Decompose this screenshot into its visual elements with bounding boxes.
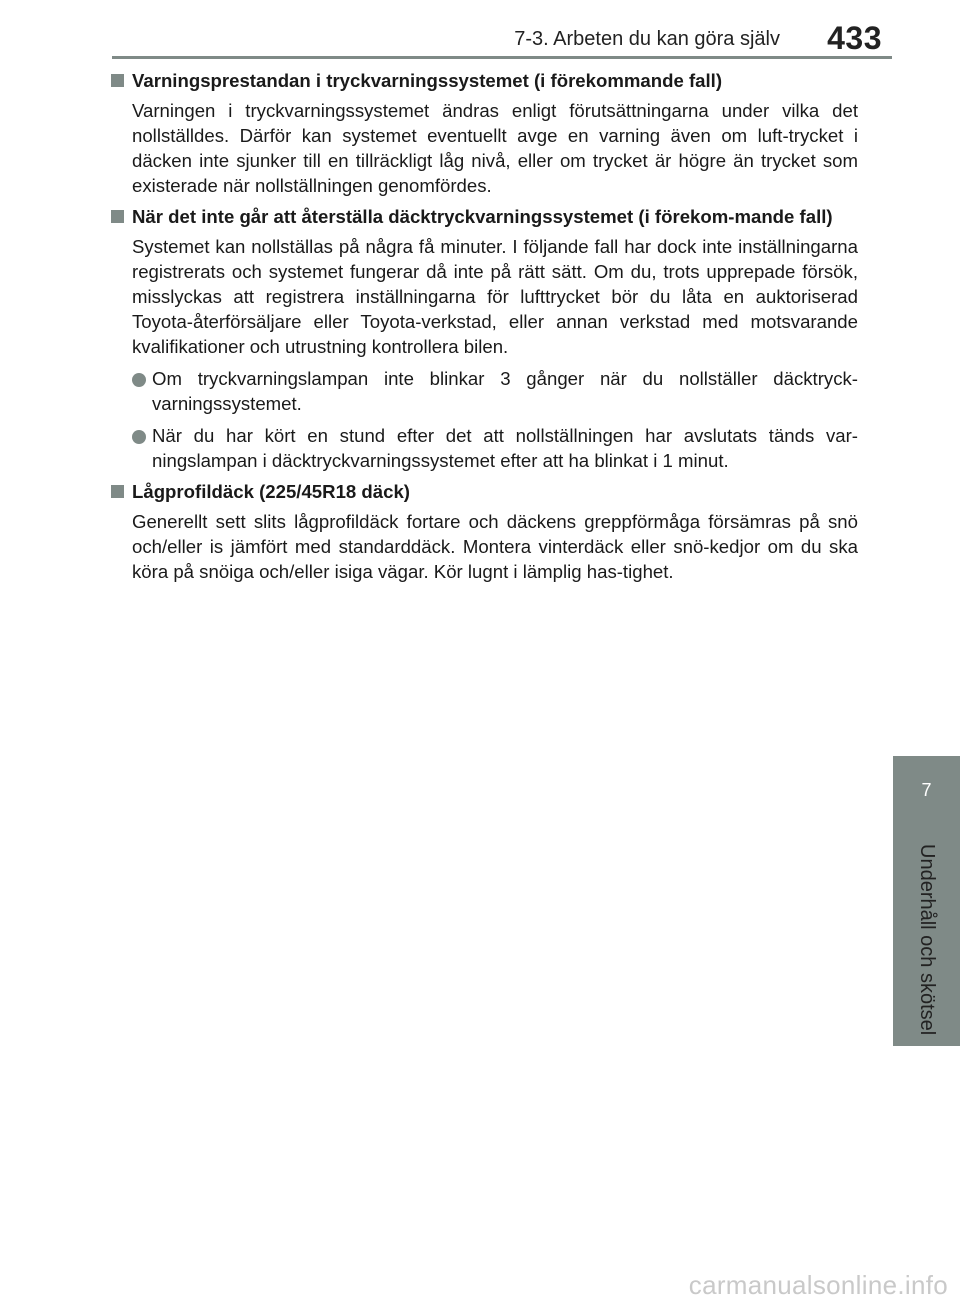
list-item	[132, 366, 858, 416]
section-body: Varningen i tryckvarningssystemet ändras enligt förutsättningarna under vilka det nollställdes. Därför kan systemet eventuellt avge en varning även om luft-trycket i däcken inte sjunker till en tillräckligt låg nivå, eller om trycket är högre än trycket som existerade när nollställningen genomfördes.	[132, 100, 858, 196]
section-title: 7-3. Arbeten du kan göra själv	[514, 28, 780, 50]
section-reset-failure	[108, 204, 858, 473]
section-heading-text: När det inte går att återställa däcktryckvarningssystemet (i förekom-mande fall)	[132, 206, 833, 227]
section-heading	[108, 479, 858, 504]
section-body: Systemet kan nollställas på några få minuter. I följande fall har dock inte inställningarna registrerats och systemet fungerar då inte på rätt sätt. Om du, trots upprepade försök, misslyckas att registrera inställningarna för lufttrycket bör du låta en auktoriserad Toyota-återförsäljare eller Toyota-verkstad, eller annan verkstad med motsvarande kvalifikationer och utrustning kontrollera bilen.	[132, 236, 858, 357]
square-bullet-icon	[111, 210, 124, 223]
section-low-profile-tires	[108, 479, 858, 584]
list-item	[132, 423, 858, 473]
section-body: Generellt sett slits lågprofildäck fortare och däckens greppförmåga försämras på snö och/eller is jämfört med standarddäck. Montera vinterdäck eller snö-kedjor om du ska köra på snöiga och/eller isiga vägar. Kör lugnt i lämplig has-tighet.	[132, 511, 858, 582]
square-bullet-icon	[111, 74, 124, 87]
square-bullet-icon	[111, 485, 124, 498]
chapter-number: 7	[921, 780, 932, 800]
section-heading	[108, 204, 858, 229]
page-header	[0, 0, 960, 60]
circle-bullet-icon	[132, 430, 146, 444]
main-content	[108, 68, 858, 590]
header-divider	[112, 56, 892, 59]
section-heading	[108, 68, 858, 93]
list-item-text: Om tryckvarningslampan inte blinkar 3 gånger när du nollställer däcktryck-varningssystemet.	[152, 368, 858, 414]
section-heading-text: Lågprofildäck (225/45R18 däck)	[132, 481, 410, 502]
circle-bullet-icon	[132, 373, 146, 387]
watermark: carmanualsonline.info	[688, 1270, 948, 1300]
chapter-tab	[893, 756, 960, 832]
chapter-tab-label-area	[893, 832, 960, 1046]
section-heading-text: Varningsprestandan i tryckvarningssystemet (i förekommande fall)	[132, 70, 723, 91]
page-number: 433	[827, 20, 882, 56]
list-item-text: När du har kört en stund efter det att nollställningen har avslutats tänds var-ningslampan i däcktryckvarningssystemet efter att ha blinkat i 1 minut.	[152, 425, 858, 471]
chapter-title: Underhåll och skötsel	[916, 844, 938, 1036]
section-warning-performance	[108, 68, 858, 198]
